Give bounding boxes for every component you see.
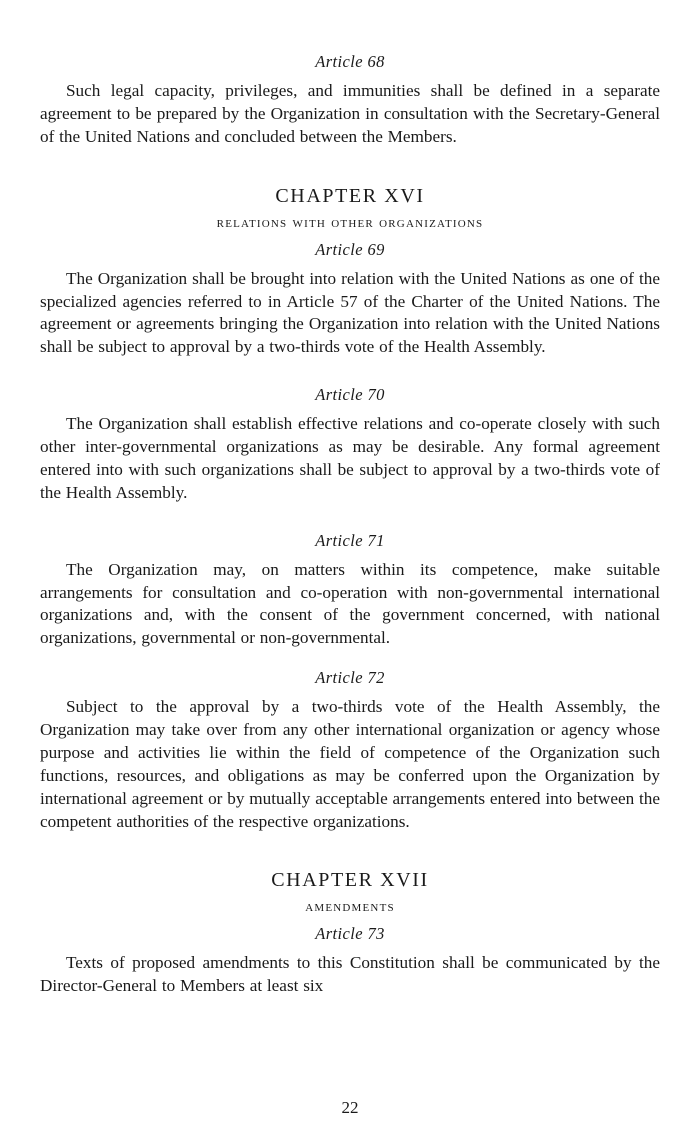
article-heading-72: Article 72 [315, 668, 385, 688]
chapter-xvii-subtitle: amendments [305, 898, 395, 916]
chapter-xvii-title: CHAPTER XVII [271, 869, 429, 892]
paragraph-article-68: Such legal capacity, privileges, and immunities shall be defined in a separate agreement to be prepared by the Organization in consultation with the Secretary-General of the United Nations and concluded between the Members. [40, 81, 660, 146]
chapter-xvi-subtitle: relations with other organizations [216, 213, 484, 231]
article-heading-70: Article 70 [315, 385, 385, 405]
chapter-xvi-title: CHAPTER XVI [275, 184, 425, 207]
chapter-xvi-block [40, 185, 660, 232]
paragraph-article-69: The Organization shall be brought into relation with the United Nations as one of the specialized agencies referred to in Article 57 of the Charter of the United Nations. The agreement or agreements bringing the Organization into relation with the United Nations shall be subject to approval by a two-thirds vote of the Health Assembly. [40, 268, 660, 357]
paragraph-article-71: The Organization may, on matters within its competence, make suitable arrangements for consultation and co-operation with non-governmental international organizations and, with the consent of the government concerned, with national organizations, governmental or non-governmental. [40, 559, 660, 648]
article-heading-68: Article 68 [315, 52, 385, 71]
page-number: 22 [341, 1098, 359, 1117]
paragraph-article-73: Texts of proposed amendments to this Constitution shall be communicated by the Director-General to Members at least six [40, 953, 660, 996]
article-heading-69: Article 69 [315, 239, 385, 259]
chapter-xvii-block [40, 869, 660, 916]
article-heading-73: Article 73 [315, 924, 385, 944]
article-heading-71: Article 71 [315, 530, 385, 550]
paragraph-article-70: The Organization shall establish effective relations and co-operate closely with such other inter-governmental organizations as may be desirable. Any formal agreement entered into with such organizations shall be subject to approval by a two-thirds vote of the Health Assembly. [40, 414, 660, 502]
spacer [40, 650, 660, 668]
paragraph-article-72: Subject to the approval by a two-thirds vote of the Health Assembly, the Organization may take over from any other international organization or agency whose purpose and activities lie within the field of competence of the Organization such functions, resources, and obligations as may be conferred upon the Organization by international agreement or by mutually acceptable arrangements entered into between the competent authorities of the respective organizations. [40, 697, 660, 831]
